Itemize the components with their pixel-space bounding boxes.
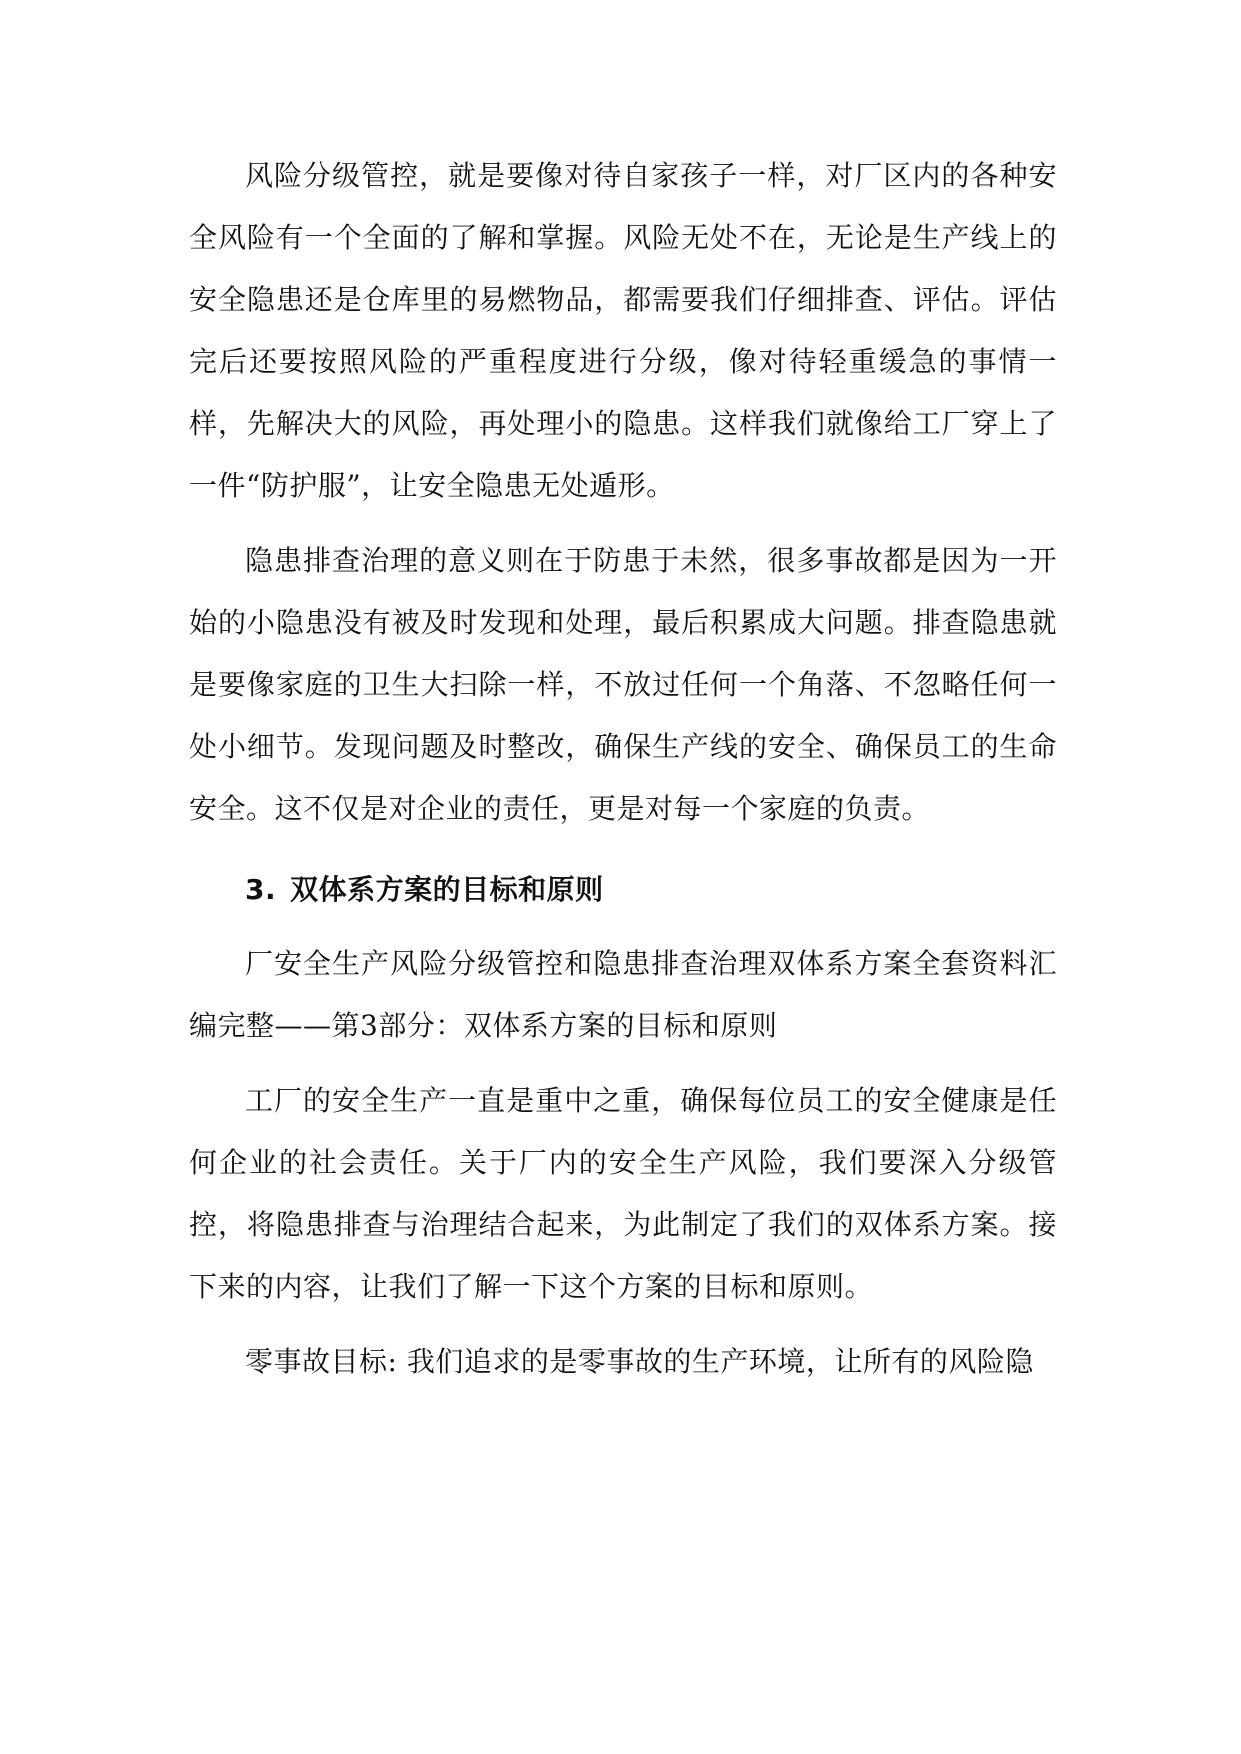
paragraph-section-intro: 厂安全生产风险分级管控和隐患排查治理双体系方案全套资料汇编完整——第3部分：双体系方案的目标和原则 (189, 947, 1057, 1042)
paragraph-factory-safety: 工厂的安全生产一直是重中之重，确保每位员工的安全健康是任何企业的社会责任。关于厂内的安全生产风险，我们要深入分级管控，将隐患排查与治理结合起来，为此制定了我们的双体系方案。接下来的内容，让我们了解一下这个方案的目标和原则。 (189, 1084, 1057, 1303)
section-title: 双体系方案的目标和原则 (290, 873, 604, 906)
section-heading (189, 859, 1057, 921)
paragraph-risk-grading: 风险分级管控，就是要像对待自家孩子一样，对厂区内的各种安全风险有一个全面的了解和掌握。风险无处不在，无论是生产线上的安全隐患还是仓库里的易燃物品，都需要我们仔细排查、评估。评估完后还要按照风险的严重程度进行分级，像对待轻重缓急的事情一样，先解决大的风险，再处理小的隐患。这样我们就像给工厂穿上了一件“防护服”，让安全隐患无处遁形。 (189, 159, 1057, 502)
section-number: 3. (245, 873, 277, 906)
paragraph-hazard-inspection: 隐患排查治理的意义则在于防患于未然，很多事故都是因为一开始的小隐患没有被及时发现和处理，最后积累成大问题。排查隐患就是要像家庭的卫生大扫除一样，不放过任何一个角落、不忽略任何一处小细节。发现问题及时整改，确保生产线的安全、确保员工的生命安全。这不仅是对企业的责任，更是对每一个家庭的负责。 (189, 544, 1057, 825)
document-body (189, 145, 1057, 1406)
paragraph-zero-accident-goal: 零事故目标: 我们追求的是零事故的生产环境，让所有的风险隐 (245, 1345, 1034, 1378)
